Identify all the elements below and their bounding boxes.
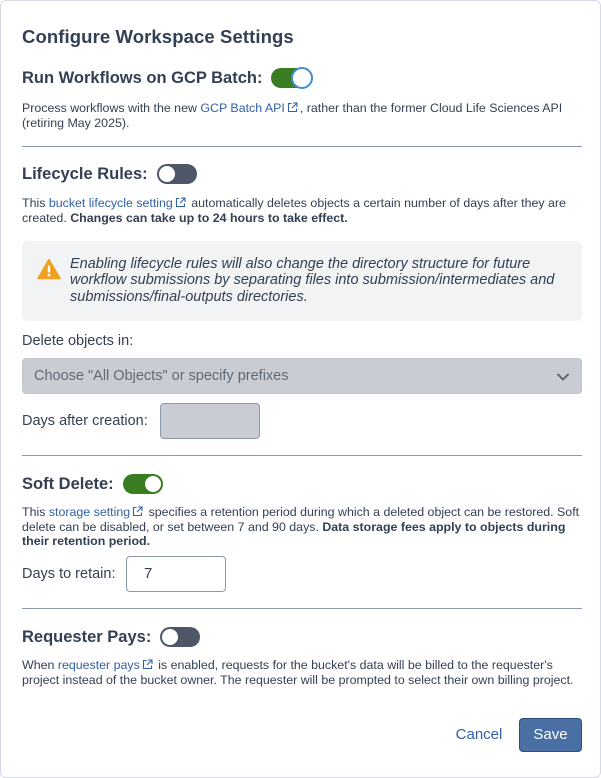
toggle-knob xyxy=(291,67,313,89)
requester-pays-heading: Requester Pays: xyxy=(22,627,152,646)
warning-text: Enabling lifecycle rules will also change the directory structure for future workflow submissions by separating files into submission/intermediates and submissions/final-outputs directories. xyxy=(70,256,555,305)
external-link-icon xyxy=(132,506,143,517)
toggle-knob xyxy=(162,629,178,645)
delete-objects-select[interactable] xyxy=(22,358,582,394)
select-placeholder: Choose "All Objects" or specify prefixes xyxy=(34,368,289,384)
dialog-title: Configure Workspace Settings xyxy=(22,26,294,47)
divider xyxy=(22,455,582,456)
warning-icon xyxy=(37,258,61,280)
gcp-batch-description: Process workflows with the new GCP Batch API , rather than the former Cloud Life Sciences API (retiring May 2025). xyxy=(22,101,563,130)
lifecycle-warning xyxy=(22,241,582,321)
days-to-retain-label: Days to retain: xyxy=(22,566,116,582)
toggle-knob xyxy=(145,476,161,492)
soft-delete-description: This storage setting specifies a retention period during which a deleted object can be restored. Soft delete can be disabled, or set between 7 and 90 days. Data storage fees apply to objects during their retention period. xyxy=(22,505,580,548)
divider xyxy=(22,608,582,609)
requester-pays-section xyxy=(22,627,200,647)
requester-pays-description: When requester pays is enabled, requests for the bucket's data will be billed to the requester's project instead of the bucket owner. The requester will be prompted to select their own billing project. xyxy=(22,658,574,687)
gcp-batch-toggle[interactable] xyxy=(271,68,311,88)
save-button[interactable]: Save xyxy=(519,718,582,752)
days-to-retain-input[interactable]: 7 xyxy=(126,556,226,592)
external-link-icon xyxy=(175,197,186,208)
lifecycle-toggle[interactable] xyxy=(157,164,197,184)
bucket-lifecycle-link[interactable]: bucket lifecycle setting xyxy=(48,196,173,210)
external-link-icon xyxy=(287,102,298,113)
soft-delete-section xyxy=(22,474,163,494)
storage-setting-link[interactable]: storage setting xyxy=(48,505,131,519)
soft-delete-toggle[interactable] xyxy=(123,474,163,494)
lifecycle-description: This bucket lifecycle setting automatically deletes objects a certain number of days after they are created. Changes can take up to 24 hours to take effect. xyxy=(22,196,566,225)
lifecycle-section xyxy=(22,164,197,184)
requester-pays-link[interactable]: requester pays xyxy=(57,658,140,672)
external-link-icon xyxy=(142,659,153,670)
delete-objects-label: Delete objects in: xyxy=(22,333,134,349)
divider xyxy=(22,146,582,147)
days-after-creation-label: Days after creation: xyxy=(22,413,148,429)
gcp-batch-heading: Run Workflows on GCP Batch: xyxy=(22,68,263,87)
soft-delete-heading: Soft Delete: xyxy=(22,474,114,493)
gcp-batch-section xyxy=(22,68,311,88)
chevron-down-icon xyxy=(556,370,570,384)
lifecycle-heading: Lifecycle Rules: xyxy=(22,164,148,183)
requester-pays-toggle[interactable] xyxy=(160,627,200,647)
gcp-batch-api-link[interactable]: GCP Batch API xyxy=(200,101,285,115)
toggle-knob xyxy=(159,166,175,182)
days-after-creation-input[interactable] xyxy=(160,403,260,439)
cancel-button[interactable]: Cancel xyxy=(455,726,503,743)
